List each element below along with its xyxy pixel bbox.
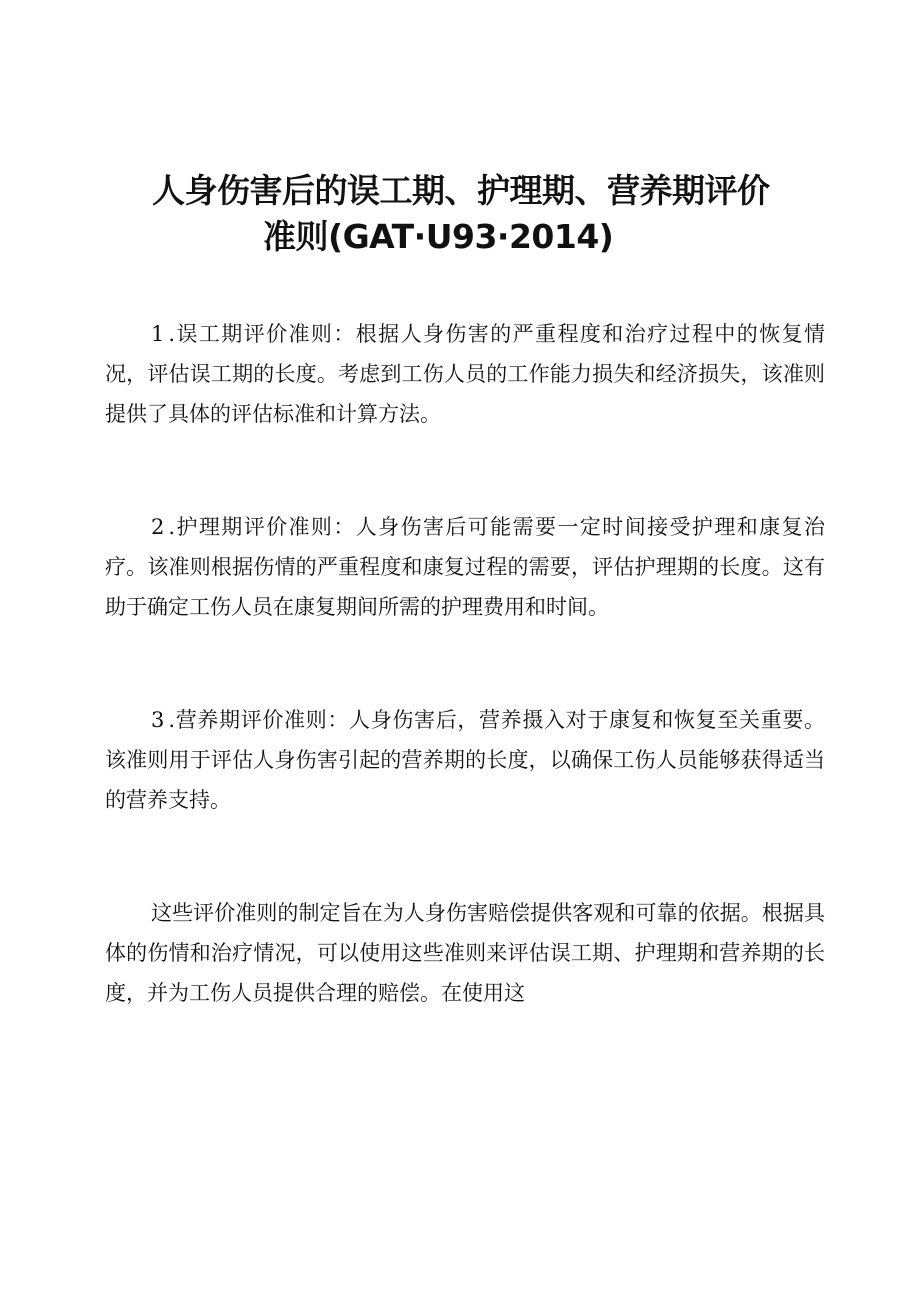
paragraph-number: 1 [151, 322, 165, 346]
page-title [0, 168, 920, 260]
paragraph-number: 2 [151, 515, 165, 539]
paragraph-3 [105, 700, 825, 820]
paragraph-1 [105, 314, 825, 434]
paragraph-number: 3 [151, 708, 165, 732]
paragraph-text: .营养期评价准则：人身伤害后，营养摄入对于康复和恢复至关重要。该准则用于评估人身伤害引起的营养期的长度，以确保工伤人员能够获得适当的营养支持。 [105, 708, 825, 812]
paragraph-text: .护理期评价准则：人身伤害后可能需要一定时间接受护理和康复治疗。该准则根据伤情的严重程度和康复过程的需要，评估护理期的长度。这有助于确定工伤人员在康复期间所需的护理费用和时间。 [105, 515, 825, 619]
title-line-1: 人身伤害后的误工期、护理期、营养期评价 [152, 171, 770, 210]
closing-paragraph [105, 893, 825, 1013]
paragraph-text: 这些评价准则的制定旨在为人身伤害赔偿提供客观和可靠的依据。根据具体的伤情和治疗情况，可以使用这些准则来评估误工期、护理期和营养期的长度，并为工伤人员提供合理的赔偿。在使用这 [105, 901, 825, 1005]
document-body [105, 314, 825, 1013]
title-line-2: 准则(GAT·U93·2014) [263, 217, 614, 256]
paragraph-2 [105, 507, 825, 627]
paragraph-text: .误工期评价准则：根据人身伤害的严重程度和治疗过程中的恢复情况，评估误工期的长度。考虑到工伤人员的工作能力损失和经济损失，该准则提供了具体的评估标准和计算方法。 [105, 322, 825, 426]
